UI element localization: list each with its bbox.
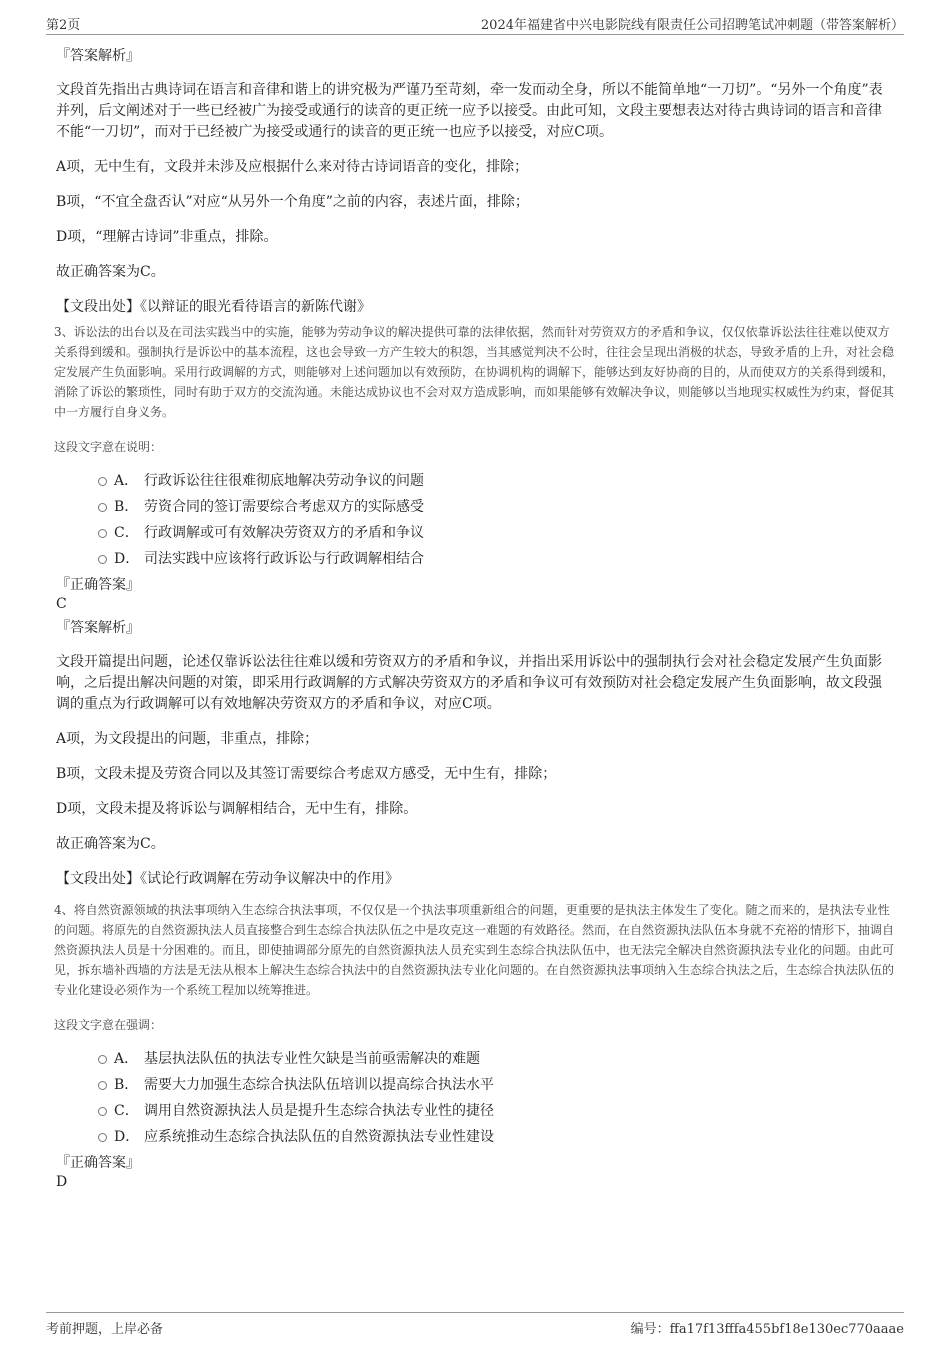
option-c[interactable] [94,520,894,546]
option-letter: D． [114,1129,140,1145]
option-text: 需要大力加强生态综合执法队伍培训以提高综合执法水平 [144,1077,494,1093]
reason-d: D项，“理解古诗词”非重点，排除。 [56,229,278,245]
document-title: 2024年福建省中兴电影院线有限责任公司招聘笔试冲刺题（带答案解析） [480,18,904,33]
option-letter: C． [114,1103,139,1119]
option-text: 基层执法队伍的执法专业性欠缺是当前亟需解决的难题 [144,1051,480,1067]
option-text: 调用自然资源执法人员是提升生态综合执法专业性的捷径 [144,1103,494,1119]
radio-button[interactable] [98,477,107,486]
source-citation: 【文段出处】《试论行政调解在劳动争议解决中的作用》 [56,871,399,887]
question-prompt: 这段文字意在说明： [54,440,163,454]
option-letter: B． [114,1077,139,1093]
conclusion: 故正确答案为C。 [56,264,165,280]
option-a[interactable] [94,1046,894,1072]
radio-button[interactable] [98,1081,107,1090]
reason-a: A项，无中生有，文段并未涉及应根据什么来对待古诗词语音的变化，排除； [56,159,529,175]
reason-a: A项，为文段提出的问题，非重点，排除； [56,731,319,747]
reason-b: B项，“不宜全盘否认”对应“从另外一个角度”之前的内容，表述片面，排除； [56,194,529,210]
reason-d: D项，文段未提及将诉讼与调解相结合，无中生有，排除。 [56,801,418,817]
option-d[interactable] [94,1124,894,1150]
question-prompt: 这段文字意在强调： [54,1018,163,1032]
correct-answer-label: 『正确答案』 [56,577,140,593]
analysis-text: 文段首先指出古典诗词在语言和音律和谐上的讲究极为严谨乃至苛刻，牵一发而动全身，所以不能简单地“一刀切”。“另外一个角度”表并列，后文阐述对于一些已经被广为接受或通行的读音的更正统一应予以接受。由此可知，文段主要想表达对待古典诗词的语言和音律不能“一刀切”，而对于已经被广为接受或通行的读音的更正统一也应予以接受，对应C项。 [56,82,883,140]
radio-button[interactable] [98,1055,107,1064]
conclusion: 故正确答案为C。 [56,836,165,852]
option-letter: B． [114,499,139,515]
analysis-text: 文段开篇提出问题，论述仅靠诉讼法往往难以缓和劳资双方的矛盾和争议，并指出采用诉讼中的强制执行会对社会稳定发展产生负面影响，之后提出解决问题的对策，即采用行政调解的方式解决劳资双方的矛盾和争议可有效预防对社会稳定发展产生负面影响，故文段强调的重点为行政调解可以有效地解决劳资双方的矛盾和争议，对应C项。 [56,654,882,712]
analysis-label: 『答案解析』 [56,48,140,64]
option-text: 劳资合同的签订需要综合考虑双方的实际感受 [144,499,424,515]
option-text: 行政诉讼往往很难彻底地解决劳动争议的问题 [144,473,424,489]
radio-button[interactable] [98,1133,107,1142]
radio-button[interactable] [98,503,107,512]
option-letter: A． [114,1051,139,1067]
option-text: 应系统推动生态综合执法队伍的自然资源执法专业性建设 [144,1129,494,1145]
option-letter: C． [114,525,139,541]
page-footer [46,1312,904,1337]
reason-b: B项，文段未提及劳资合同以及其签订需要综合考虑双方感受，无中生有，排除； [56,766,557,782]
page-header [46,12,904,35]
option-text: 行政调解或可有效解决劳资双方的矛盾和争议 [144,525,424,541]
option-letter: D． [114,551,140,567]
option-b[interactable] [94,494,894,520]
option-letter: A． [114,473,139,489]
source-citation: 【文段出处】《以辩证的眼光看待语言的新陈代谢》 [56,299,371,315]
analysis-label: 『答案解析』 [56,620,140,636]
correct-answer: C [56,596,67,612]
radio-button[interactable] [98,1107,107,1116]
option-text: 司法实践中应该将行政诉讼与行政调解相结合 [144,551,424,567]
option-b[interactable] [94,1072,894,1098]
page-content [54,46,894,1192]
document-id: 编号：ffa17f13fffa455bf18e130ec770aaae [630,1322,904,1337]
question-text: 3、诉讼法的出台以及在司法实践当中的实施，能够为劳动争议的解决提供可靠的法律依据，然而针对劳资双方的矛盾和争议，仅仅依靠诉讼法往往难以使双方关系得到缓和。强制执行是诉讼中的基本流程，这也会导致一方产生较大的积怨，当其感觉判决不公时，往往会呈现出消极的状态，导致矛盾的上升，对社会稳定发展产生负面影响。采用行政调解的方式，则能够对上述问题加以有效预防，在协调机构的调解下，能够达到友好协商的目的，从而使双方的关系得到缓和，消除了诉讼的繁琐性，同时有助于双方的交流沟通。未能达成协议也不会对双方造成影响，而如果能够有效解决争议，则能够以当地现实权威性为约束，督促其中一方履行自身义务。 [54,325,895,419]
correct-answer: D [56,1174,68,1190]
footer-slogan: 考前押题，上岸必备 [46,1322,164,1337]
correct-answer-label: 『正确答案』 [56,1155,140,1171]
option-a[interactable] [94,468,894,494]
radio-button[interactable] [98,555,107,564]
radio-button[interactable] [98,529,107,538]
question-text: 4、将自然资源领域的执法事项纳入生态综合执法事项，不仅仅是一个执法事项重新组合的问题，更重要的是执法主体发生了变化。随之而来的，是执法专业性的问题。将原先的自然资源执法人员直接整合到生态综合执法队伍之中是攻克这一难题的有效路径。然而，在自然资源执法队伍本身就不充裕的情形下，抽调自然资源执法人员是十分困难的。而且，即使抽调部分原先的自然资源执法人员充实到生态综合执法队伍中，也无法完全解决自然资源执法专业化的问题。由此可见，拆东墙补西墙的方法是无法从根本上解决生态综合执法中的自然资源执法专业化问题的。在自然资源执法事项纳入生态综合执法之后，生态综合执法队伍的专业化建设必须作为一个系统工程加以统筹推进。 [54,903,895,997]
option-d[interactable] [94,546,894,572]
page-number: 第2页 [46,18,81,33]
option-c[interactable] [94,1098,894,1124]
